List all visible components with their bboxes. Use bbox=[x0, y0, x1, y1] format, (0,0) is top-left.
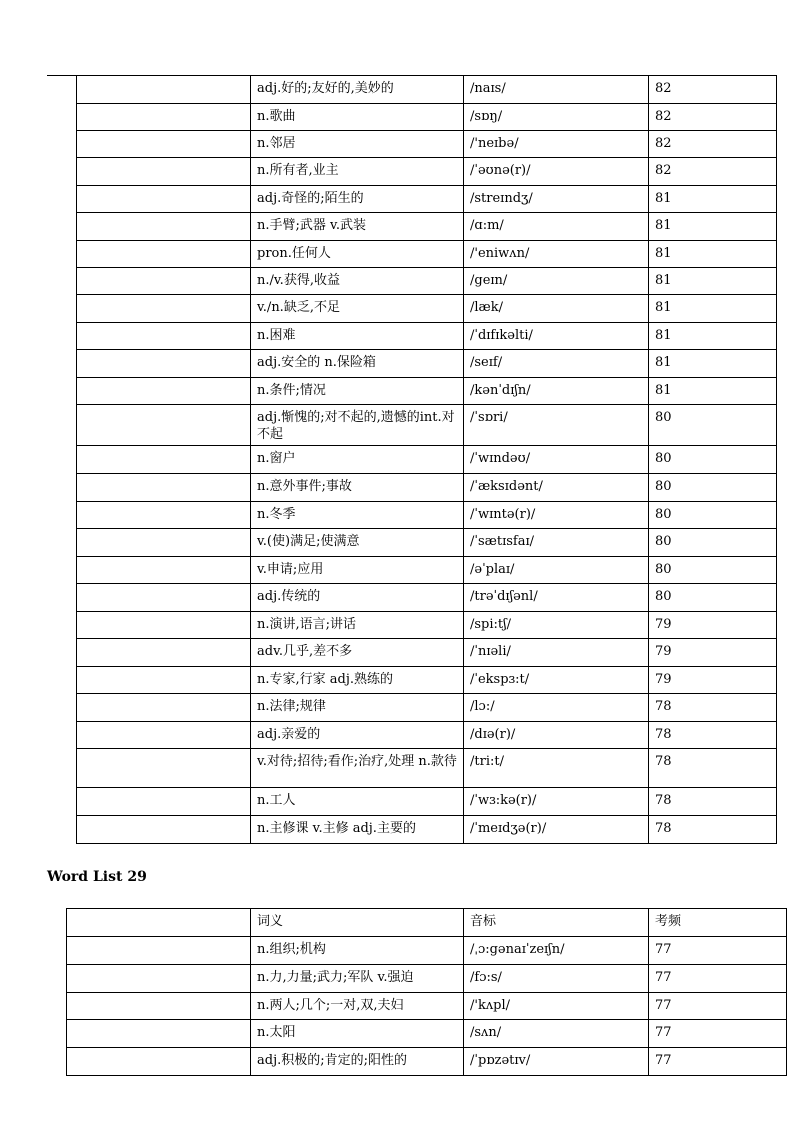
table-row bbox=[77, 667, 777, 694]
phonetic-cell: /əˈplaɪ/ bbox=[464, 557, 649, 584]
word-cell bbox=[77, 131, 251, 158]
word-cell bbox=[77, 241, 251, 268]
table-row bbox=[77, 816, 777, 844]
phonetic-cell: /naɪs/ bbox=[464, 76, 649, 104]
table-row bbox=[77, 529, 777, 557]
frequency-cell: 80 bbox=[649, 584, 777, 612]
word-cell bbox=[77, 694, 251, 722]
word-cell bbox=[77, 557, 251, 584]
phonetic-cell: /trəˈdɪʃənl/ bbox=[464, 584, 649, 612]
phonetic-cell: /dɪə(r)/ bbox=[464, 722, 649, 749]
frequency-cell: 82 bbox=[649, 76, 777, 104]
meaning-cell: n.专家,行家 adj.熟练的 bbox=[251, 667, 464, 694]
meaning-cell: n.冬季 bbox=[251, 502, 464, 529]
frequency-cell: 78 bbox=[649, 749, 777, 788]
table-row bbox=[77, 131, 777, 158]
table-row bbox=[77, 104, 777, 131]
word-cell bbox=[77, 639, 251, 667]
frequency-cell: 80 bbox=[649, 557, 777, 584]
phonetic-cell: /geɪn/ bbox=[464, 268, 649, 295]
meaning-cell: v./n.缺乏,不足 bbox=[251, 295, 464, 323]
table-row bbox=[77, 186, 777, 213]
phonetic-cell: /tri:t/ bbox=[464, 749, 649, 788]
meaning-cell: adj.惭愧的;对不起的,遗憾的int.对不起 bbox=[251, 405, 464, 446]
table-row bbox=[77, 788, 777, 816]
table-row bbox=[77, 241, 777, 268]
meaning-cell: n.所有者,业主 bbox=[251, 158, 464, 186]
frequency-cell: 79 bbox=[649, 612, 777, 639]
word-cell bbox=[77, 816, 251, 844]
phonetic-cell: /læk/ bbox=[464, 295, 649, 323]
frequency-cell: 78 bbox=[649, 694, 777, 722]
word-cell bbox=[77, 295, 251, 323]
phonetic-cell: /ˈnɪəli/ bbox=[464, 639, 649, 667]
table-row bbox=[77, 323, 777, 350]
meaning-cell: v.对待;招待;看作;治疗,处理 n.款待 bbox=[251, 749, 464, 788]
table-row bbox=[77, 158, 777, 186]
frequency-cell: 82 bbox=[649, 158, 777, 186]
frequency-cell: 80 bbox=[649, 474, 777, 502]
word-cell bbox=[77, 76, 251, 104]
table-row bbox=[77, 474, 777, 502]
meaning-cell: n.两人;几个;一对,双,夫妇 bbox=[251, 993, 464, 1020]
meaning-cell: n.工人 bbox=[251, 788, 464, 816]
frequency-cell: 77 bbox=[649, 937, 787, 965]
table-row bbox=[77, 76, 777, 104]
frequency-cell: 78 bbox=[649, 788, 777, 816]
frequency-cell: 77 bbox=[649, 965, 787, 993]
table-row bbox=[67, 965, 787, 993]
phonetic-cell: /ˈdɪfɪkəlti/ bbox=[464, 323, 649, 350]
frequency-cell: 82 bbox=[649, 131, 777, 158]
phonetic-cell: /sɒŋ/ bbox=[464, 104, 649, 131]
word-cell bbox=[77, 446, 251, 474]
meaning-cell: n.歌曲 bbox=[251, 104, 464, 131]
frequency-cell: 80 bbox=[649, 529, 777, 557]
frequency-cell: 79 bbox=[649, 639, 777, 667]
header-empty-cell bbox=[67, 909, 251, 937]
phonetic-cell: /streɪndʒ/ bbox=[464, 186, 649, 213]
meaning-cell: n.条件;情况 bbox=[251, 378, 464, 405]
table-row bbox=[77, 557, 777, 584]
phonetic-cell: /lɔ:/ bbox=[464, 694, 649, 722]
table-row bbox=[77, 378, 777, 405]
header-phonetic: 音标 bbox=[464, 909, 649, 937]
frequency-cell: 81 bbox=[649, 295, 777, 323]
word-cell bbox=[77, 213, 251, 241]
phonetic-cell: /ˈwɪntə(r)/ bbox=[464, 502, 649, 529]
phonetic-cell: /'eniwʌn/ bbox=[464, 241, 649, 268]
frequency-cell: 78 bbox=[649, 722, 777, 749]
phonetic-cell: /ˈwɜ:kə(r)/ bbox=[464, 788, 649, 816]
meaning-cell: adv.几乎,差不多 bbox=[251, 639, 464, 667]
table-row bbox=[77, 213, 777, 241]
frequency-cell: 80 bbox=[649, 502, 777, 529]
phonetic-cell: /ˈæksɪdənt/ bbox=[464, 474, 649, 502]
word-cell bbox=[77, 104, 251, 131]
word-cell bbox=[77, 186, 251, 213]
phonetic-cell: /ˈsɒri/ bbox=[464, 405, 649, 446]
word-cell bbox=[77, 529, 251, 557]
word-cell bbox=[77, 474, 251, 502]
phonetic-cell: /seɪf/ bbox=[464, 350, 649, 378]
word-cell bbox=[77, 268, 251, 295]
frequency-cell: 81 bbox=[649, 241, 777, 268]
word-cell bbox=[67, 1020, 251, 1048]
word-cell bbox=[77, 378, 251, 405]
meaning-cell: n.困难 bbox=[251, 323, 464, 350]
word-cell bbox=[67, 1048, 251, 1076]
frequency-cell: 81 bbox=[649, 213, 777, 241]
word-cell bbox=[77, 749, 251, 788]
table-row bbox=[77, 639, 777, 667]
meaning-cell: adj.奇怪的;陌生的 bbox=[251, 186, 464, 213]
frequency-cell: 80 bbox=[649, 405, 777, 446]
phonetic-cell: /ˈəʊnə(r)/ bbox=[464, 158, 649, 186]
table-row bbox=[77, 268, 777, 295]
word-cell bbox=[77, 788, 251, 816]
table-row bbox=[77, 446, 777, 474]
word-cell bbox=[77, 612, 251, 639]
word-cell bbox=[77, 502, 251, 529]
vocab-table-continued bbox=[76, 75, 777, 844]
frequency-cell: 80 bbox=[649, 446, 777, 474]
table-row bbox=[77, 502, 777, 529]
meaning-cell: adj.好的;友好的,美妙的 bbox=[251, 76, 464, 104]
vocab-table-word-list-29 bbox=[66, 908, 787, 1076]
word-cell bbox=[67, 937, 251, 965]
table-row bbox=[77, 584, 777, 612]
meaning-cell: n.主修课 v.主修 adj.主要的 bbox=[251, 816, 464, 844]
phonetic-cell: /ˈsætɪsfaɪ/ bbox=[464, 529, 649, 557]
meaning-cell: n.组织;机构 bbox=[251, 937, 464, 965]
word-cell bbox=[67, 965, 251, 993]
word-cell bbox=[77, 323, 251, 350]
meaning-cell: adj.安全的 n.保险箱 bbox=[251, 350, 464, 378]
header-meaning: 词义 bbox=[251, 909, 464, 937]
meaning-cell: n.太阳 bbox=[251, 1020, 464, 1048]
meaning-cell: n./v.获得,收益 bbox=[251, 268, 464, 295]
section-title: Word List 29 bbox=[47, 869, 147, 885]
word-cell bbox=[77, 350, 251, 378]
meaning-cell: n.窗户 bbox=[251, 446, 464, 474]
table-header-row bbox=[67, 909, 787, 937]
phonetic-cell: /ˈpɒzətɪv/ bbox=[464, 1048, 649, 1076]
phonetic-cell: /ˈekspɜ:t/ bbox=[464, 667, 649, 694]
table-row bbox=[77, 350, 777, 378]
frequency-cell: 77 bbox=[649, 1048, 787, 1076]
meaning-cell: n.力,力量;武力;军队 v.强迫 bbox=[251, 965, 464, 993]
meaning-cell: v.(使)满足;使满意 bbox=[251, 529, 464, 557]
meaning-cell: n.手臂;武器 v.武装 bbox=[251, 213, 464, 241]
table-row bbox=[77, 612, 777, 639]
table-row bbox=[77, 694, 777, 722]
meaning-cell: adj.传统的 bbox=[251, 584, 464, 612]
phonetic-cell: /'kʌpl/ bbox=[464, 993, 649, 1020]
phonetic-cell: /spi:tʃ/ bbox=[464, 612, 649, 639]
phonetic-cell: /ˈmeɪdʒə(r)/ bbox=[464, 816, 649, 844]
table-row bbox=[67, 1020, 787, 1048]
phonetic-cell: /sʌn/ bbox=[464, 1020, 649, 1048]
phonetic-cell: /'neɪbə/ bbox=[464, 131, 649, 158]
meaning-cell: adj.亲爱的 bbox=[251, 722, 464, 749]
frequency-cell: 81 bbox=[649, 350, 777, 378]
word-cell bbox=[67, 993, 251, 1020]
table-row bbox=[77, 405, 777, 446]
word-cell bbox=[77, 722, 251, 749]
frequency-cell: 78 bbox=[649, 816, 777, 844]
table-row bbox=[77, 722, 777, 749]
frequency-cell: 81 bbox=[649, 186, 777, 213]
vocab-table-body bbox=[77, 76, 777, 844]
phonetic-cell: /ɑ:m/ bbox=[464, 213, 649, 241]
frequency-cell: 77 bbox=[649, 1020, 787, 1048]
table-row bbox=[67, 1048, 787, 1076]
frequency-cell: 81 bbox=[649, 378, 777, 405]
word-cell bbox=[77, 405, 251, 446]
phonetic-cell: /kənˈdɪʃn/ bbox=[464, 378, 649, 405]
table-row bbox=[77, 295, 777, 323]
meaning-cell: n.邻居 bbox=[251, 131, 464, 158]
phonetic-cell: /ˌɔ:gənaɪˈzeɪʃn/ bbox=[464, 937, 649, 965]
phonetic-cell: /ˈwɪndəʊ/ bbox=[464, 446, 649, 474]
header-frequency: 考频 bbox=[649, 909, 787, 937]
frequency-cell: 79 bbox=[649, 667, 777, 694]
word-cell bbox=[77, 667, 251, 694]
phonetic-cell: /fɔ:s/ bbox=[464, 965, 649, 993]
word-cell bbox=[77, 158, 251, 186]
meaning-cell: n.演讲,语言;讲话 bbox=[251, 612, 464, 639]
frequency-cell: 81 bbox=[649, 323, 777, 350]
frequency-cell: 82 bbox=[649, 104, 777, 131]
frequency-cell: 81 bbox=[649, 268, 777, 295]
table-row bbox=[67, 937, 787, 965]
frequency-cell: 77 bbox=[649, 993, 787, 1020]
meaning-cell: adj.积极的;肯定的;阳性的 bbox=[251, 1048, 464, 1076]
table-row bbox=[77, 749, 777, 788]
meaning-cell: n.法律;规律 bbox=[251, 694, 464, 722]
meaning-cell: v.申请;应用 bbox=[251, 557, 464, 584]
meaning-cell: pron.任何人 bbox=[251, 241, 464, 268]
meaning-cell: n.意外事件;事故 bbox=[251, 474, 464, 502]
table-row bbox=[67, 993, 787, 1020]
word-cell bbox=[77, 584, 251, 612]
vocab-table-body bbox=[67, 909, 787, 1076]
